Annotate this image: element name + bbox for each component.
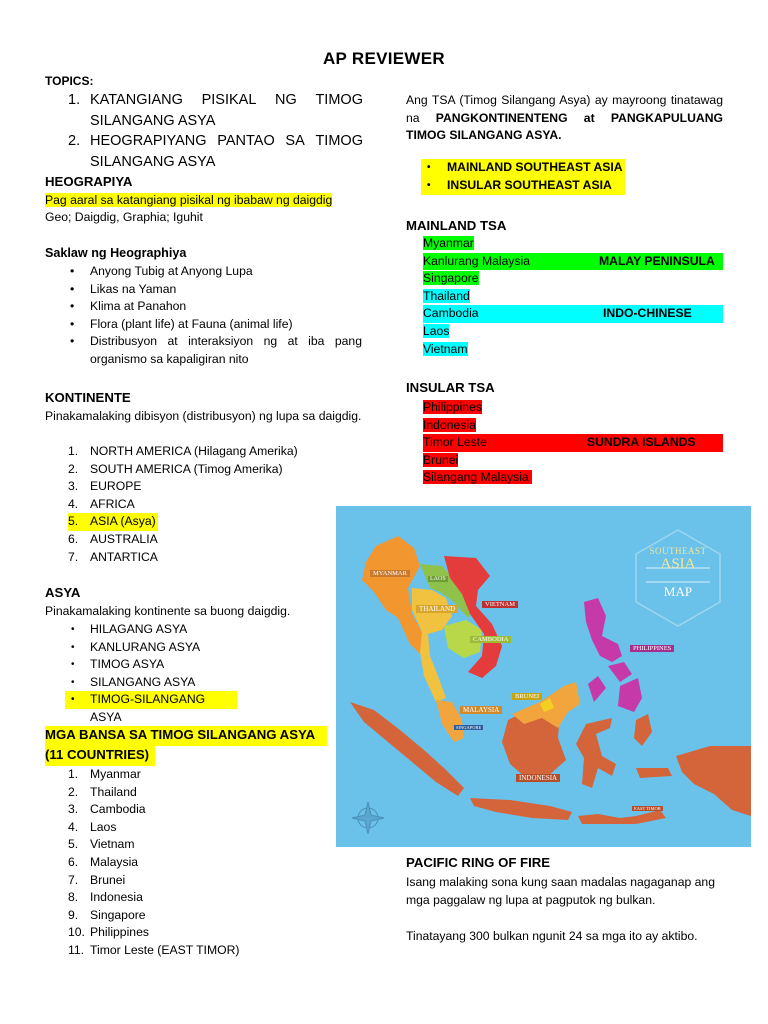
list-item: 3. Cambodia	[68, 802, 146, 817]
list-item: Singapore	[423, 271, 479, 286]
philippines-shape	[584, 598, 622, 662]
list-item: • Klima at Panahon	[63, 298, 362, 316]
group-label-sundra-islands: SUNDRA ISLANDS	[587, 435, 696, 450]
lesser-sunda-shape	[578, 810, 666, 824]
map-badge-line2: ASIA	[660, 556, 696, 572]
map-label-vietnam: VIETNAM	[482, 601, 518, 608]
kontinente-heading: KONTINENTE	[45, 390, 131, 405]
bansa-list	[68, 766, 239, 960]
list-item: • HILAGANG ASYA	[65, 621, 200, 639]
mainland-heading: MAINLAND TSA	[406, 218, 507, 233]
vietnam-shape	[444, 556, 502, 678]
map-title-badge	[636, 530, 720, 626]
list-item: 1. Myanmar	[68, 767, 141, 781]
list-item: Laos	[423, 323, 450, 338]
kontinente-description: Pinakamalaking dibisyon (distribusyon) ng lupa sa daigdig.	[45, 409, 362, 423]
heograpiya-heading: HEOGRAPIYA	[45, 174, 133, 189]
map-label-laos: LAOS	[430, 576, 446, 582]
map-label-east-timor: EAST TIMOR	[634, 806, 661, 811]
list-item: • Likas na Yaman	[63, 281, 362, 299]
map-label-malaysia: MALAYSIA	[460, 706, 502, 714]
list-item: 9. Singapore	[68, 907, 146, 922]
list-item: Silangang Malaysia	[423, 469, 723, 487]
map-label-thailand: THAILAND	[416, 605, 458, 613]
insular-heading: INSULAR TSA	[406, 380, 495, 395]
list-item: 2. Thailand	[68, 784, 137, 799]
list-item: 6. Malaysia	[68, 854, 139, 869]
sulawesi-shape	[576, 718, 616, 788]
saklaw-list	[63, 263, 362, 369]
java-shape	[470, 798, 572, 820]
list-item: Thailand	[423, 288, 470, 303]
philippines-mindanao-shape	[618, 678, 642, 712]
list-item: • TIMOG ASYA	[65, 656, 200, 674]
heograpiya-etymology: Geo; Daigdig, Graphia; Iguhit	[45, 210, 203, 224]
heograpiya-definition: Pag aaral sa katangiang pisikal ng ibabaw ng daigdig	[45, 193, 333, 207]
list-item: 7. ANTARTICA	[68, 549, 158, 564]
map-label-myanmar: MYANMAR	[370, 570, 410, 577]
map-label-philippines: PHILIPPINES	[630, 645, 674, 652]
map-label-brunei: BRUNEI	[512, 693, 542, 700]
saklaw-heading: Saklaw ng Heographiya	[45, 246, 187, 260]
southeast-asia-map	[336, 506, 751, 847]
list-item: Cambodia INDO-CHINESE	[423, 305, 723, 323]
ring-volcano-count: Tinatayang 300 bulkan ngunit 24 sa mga ito ay aktibo.	[406, 929, 698, 943]
list-item: • Anyong Tubig at Anyong Lupa	[63, 263, 362, 281]
list-item: • SILANGANG ASYA	[65, 674, 200, 692]
map-badge-line3: MAP	[663, 584, 693, 599]
asya-heading: ASYA	[45, 585, 81, 600]
topic-item: 1. KATANGIANG PISIKAL NG TIMOG SILANGANG ASYA	[68, 92, 363, 129]
list-item: 7. Brunei	[68, 872, 126, 887]
list-item-highlighted: 5. ASIA (Asya)	[68, 513, 298, 531]
maluku-shape	[634, 714, 652, 746]
map-badge-line1: SOUTHEAST	[649, 546, 707, 556]
ring-heading: PACIFIC RING OF FIRE	[406, 855, 551, 870]
bansa-heading-count: (11 COUNTRIES)	[45, 747, 150, 762]
list-item: 3. EUROPE	[68, 479, 142, 494]
list-item: 2. SOUTH AMERICA (Timog Amerika)	[68, 461, 283, 476]
list-item: 5. Vietnam	[68, 837, 135, 852]
list-item: 4. AFRICA	[68, 496, 135, 511]
papua-shape	[676, 746, 751, 816]
group-label-indo-chinese: INDO-CHINESE	[603, 306, 692, 321]
tsa-regions-list	[425, 159, 625, 195]
topics-label: TOPICS:	[45, 74, 94, 88]
list-item: Brunei	[423, 452, 459, 467]
asya-description: Pinakamalaking kontinente sa buong daigdig.	[45, 604, 291, 618]
kontinente-list	[68, 443, 298, 566]
list-item-highlighted: • INSULAR SOUTHEAST ASIA	[421, 177, 625, 195]
list-item: Timor Leste SUNDRA ISLANDS	[423, 434, 723, 452]
list-item: • KANLURANG ASYA	[65, 639, 200, 657]
list-item: 11. Timor Leste (EAST TIMOR)	[68, 942, 240, 957]
list-item: • Distribusyon at interaksiyon ng at iba pang organismo sa kapaligiran nito	[63, 333, 362, 368]
topic-item: 2. HEOGRAPIYANG PANTAO SA TIMOG SILANGANG ASYA	[68, 133, 363, 170]
list-item: Myanmar	[423, 236, 474, 250]
page-title: AP REVIEWER	[322, 49, 445, 68]
list-item: 10. Philippines	[68, 925, 149, 940]
map-label-cambodia: CAMBODIA	[470, 636, 511, 643]
list-item-highlighted: • TIMOG-SILANGANG ASYA	[65, 691, 237, 709]
list-item: • Flora (plant life) at Fauna (animal life)	[63, 316, 362, 334]
list-item-highlighted: • MAINLAND SOUTHEAST ASIA	[421, 159, 625, 177]
list-item: Indonesia	[423, 417, 476, 432]
list-item: 1. NORTH AMERICA (Hilagang Amerika)	[68, 444, 298, 458]
list-item: Philippines	[423, 400, 482, 414]
group-label-malay-peninsula: MALAY PENINSULA	[599, 253, 715, 268]
map-label-singapore: SINGAPORE	[456, 725, 482, 730]
ring-description: Isang malaking sona kung saan madalas nagaganap ang mga paggalaw ng lupa at pagputok ng bulkan.	[406, 875, 715, 907]
compass-icon	[352, 802, 384, 834]
list-item: 6. AUSTRALIA	[68, 531, 158, 546]
map-label-indonesia: INDONESIA	[516, 774, 560, 782]
list-item: Kanlurang Malaysia MALAY PENINSULA	[423, 253, 723, 271]
tsa-intro: Ang TSA (Timog Silangang Asya) ay mayroong tinatawag na PANGKONTINENTENG at PANGKAPULUANG TIMOG SILANGANG ASYA.	[406, 93, 723, 143]
asya-list	[65, 621, 200, 691]
list-item: 8. Indonesia	[68, 890, 143, 905]
mainland-list	[423, 235, 723, 358]
topics-list	[68, 90, 363, 172]
list-item: Vietnam	[423, 341, 468, 356]
seram-shape	[636, 768, 672, 778]
insular-list	[423, 399, 723, 487]
list-item: 4. Laos	[68, 819, 117, 834]
bansa-heading: MGA BANSA SA TIMOG SILANGANG ASYA	[45, 727, 316, 742]
